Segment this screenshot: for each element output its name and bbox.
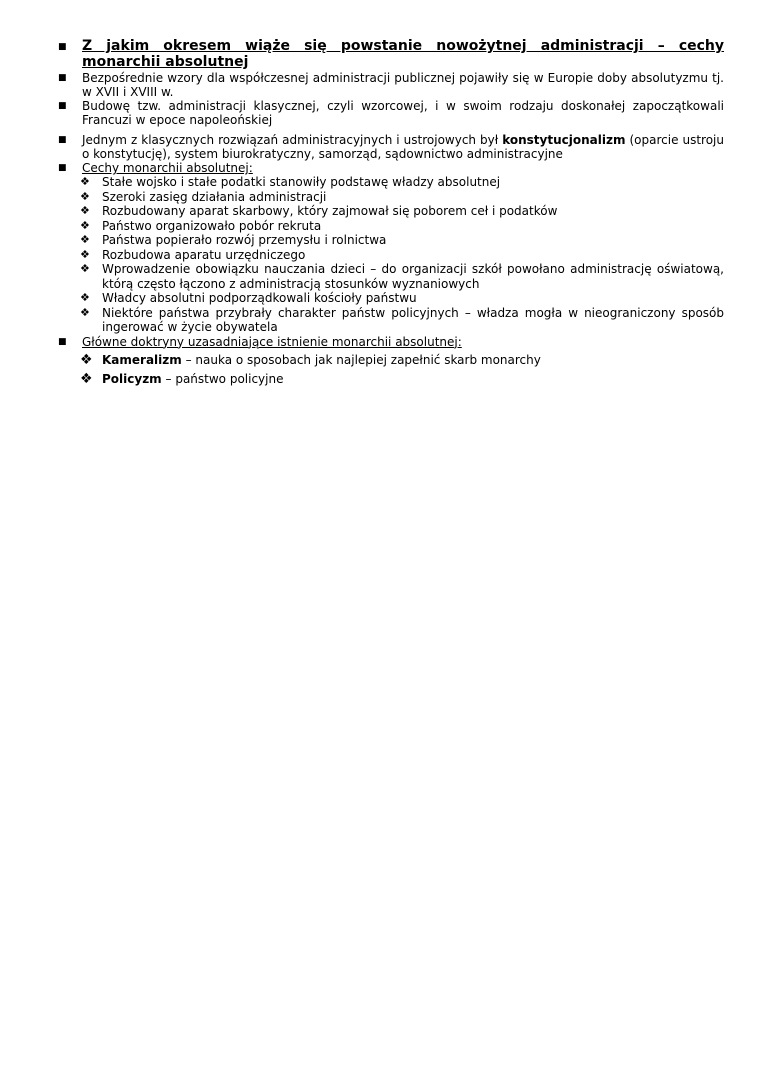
doctrine-term: Policyzm (102, 371, 162, 386)
feature-item (80, 204, 724, 219)
feature-item (80, 262, 724, 291)
features-label-item (58, 161, 724, 175)
diamond-bullet-icon: ❖ (80, 370, 93, 387)
document-content (58, 38, 724, 387)
doctrines-label: Główne doktryny uzasadniające istnienie monarchii absolutnej: (82, 334, 462, 349)
square-bullet-icon: ■ (58, 101, 67, 111)
diamond-bullet-icon: ❖ (80, 291, 90, 304)
feature-item (80, 233, 724, 248)
bullet-text: Budowę tzw. administracji klasycznej, czyli wzorcowej, i w swoim rodzaju doskonałej zapoczątkowali Francuzi w epoce napoleońskiej (82, 99, 724, 127)
feature-text: Szeroki zasięg działania administracji (102, 189, 327, 204)
feature-text: Rozbudowany aparat skarbowy, który zajmował się poborem ceł i podatków (102, 204, 558, 218)
diamond-bullet-icon: ❖ (80, 175, 90, 188)
feature-item (80, 291, 724, 306)
diamond-bullet-icon: ❖ (80, 247, 90, 261)
constitutionalism-term: konstytucjonalizm (502, 133, 626, 147)
doctrines-label-item (58, 335, 724, 349)
square-bullet-icon: ■ (58, 135, 67, 145)
feature-item (80, 306, 724, 335)
square-bullet-icon: ■ (58, 163, 67, 173)
diamond-bullet-icon: ❖ (80, 189, 90, 203)
feature-text: Państwo organizowało pobór rekruta (102, 218, 322, 233)
feature-text: Niektóre państwa przybrały charakter państw policyjnych – władza mogła w nieograniczony sposób ingerować w życie obywatela (102, 305, 724, 334)
diamond-bullet-icon: ❖ (80, 233, 90, 246)
constitutionalism-item (58, 133, 724, 161)
constitutionalism-text-before: Jednym z klasycznych rozwiązań administracyjnych i ustrojowych był (82, 133, 503, 147)
feature-text: Rozbudowa aparatu urzędniczego (102, 247, 306, 262)
feature-item (80, 175, 724, 190)
feature-text: Władcy absolutni podporządkowali kościoły państwu (102, 291, 417, 305)
feature-text: Stałe wojsko i stałe podatki stanowiły podstawę władzy absolutnej (102, 175, 501, 189)
feature-item (80, 219, 724, 234)
bullet-item (58, 99, 724, 127)
square-bullet-icon: ■ (58, 42, 67, 52)
heading-item (58, 38, 724, 70)
doctrine-item (80, 352, 724, 368)
diamond-bullet-icon: ❖ (80, 305, 90, 319)
diamond-bullet-icon: ❖ (80, 262, 90, 275)
heading-text: Z jakim okresem wiąże się powstanie nowożytnej administracji – cechy monarchii absolutnej (82, 38, 724, 70)
feature-item (80, 248, 724, 263)
doctrine-desc: – państwo policyjne (161, 371, 284, 386)
square-bullet-icon: ■ (58, 73, 67, 83)
diamond-bullet-icon: ❖ (80, 351, 93, 368)
doctrine-desc: – nauka o sposobach jak najlepiej zapełnić skarb monarchy (181, 352, 541, 367)
bullet-text: Bezpośrednie wzory dla współczesnej administracji publicznej pojawiły się w Europie doby absolutyzmu tj. w XVII i XVIII w. (82, 71, 724, 99)
feature-item (80, 190, 724, 205)
features-label: Cechy monarchii absolutnej: (82, 161, 253, 175)
bullet-item (58, 71, 724, 99)
doctrine-item (80, 371, 724, 387)
diamond-bullet-icon: ❖ (80, 204, 90, 217)
feature-text: Państwa popierało rozwój przemysłu i rolnictwa (102, 233, 387, 247)
constitutionalism-text-after: (oparcie ustroju o konstytucję), system biurokratyczny, samorząd, sądownictwo administracyjne (82, 133, 724, 161)
feature-text: Wprowadzenie obowiązku nauczania dzieci – do organizacji szkół powołano administrację oświatową, którą często łączono z administracją stosunków wyznaniowych (102, 262, 724, 291)
diamond-bullet-icon: ❖ (80, 218, 90, 232)
square-bullet-icon: ■ (58, 336, 67, 347)
doctrine-term: Kameralizm (102, 352, 182, 367)
